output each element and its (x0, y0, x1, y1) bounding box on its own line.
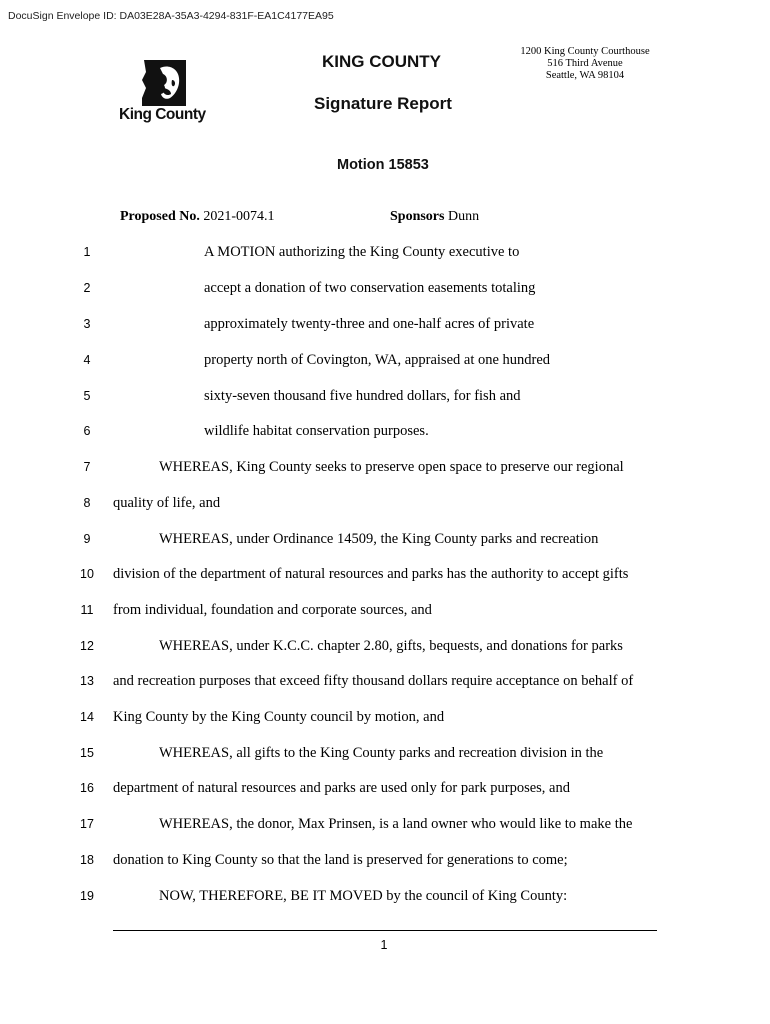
line-number: 2 (83, 281, 91, 295)
address-line: Seattle, WA 98104 (545, 70, 625, 81)
line-number: 18 (80, 853, 94, 867)
footer-rule (113, 930, 657, 931)
line-text: WHEREAS, the donor, Max Prinsen, is a land owner who would like to make the (159, 816, 633, 832)
logo-text: King County (119, 106, 206, 123)
line-text: WHEREAS, King County seeks to preserve open space to preserve our regional (159, 459, 624, 475)
line-text: division of the department of natural resources and parks has the authority to accept gifts (113, 566, 629, 582)
envelope-id: DocuSign Envelope ID: DA03E28A-35A3-4294-831F-EA1C4177EA95 (8, 10, 334, 22)
line-text: WHEREAS, under Ordinance 14509, the King County parks and recreation (159, 531, 599, 547)
sponsors-value: Dunn (447, 209, 480, 224)
line-number: 14 (80, 710, 94, 724)
line-number: 16 (80, 781, 94, 795)
line-text: donation to King County so that the land is preserved for generations to come; (113, 852, 568, 868)
line-text: from individual, foundation and corporate sources, and (113, 602, 432, 618)
line-number: 9 (83, 532, 91, 546)
address-line: 516 Third Avenue (547, 58, 623, 69)
line-number: 17 (80, 817, 94, 831)
line-text: approximately twenty-three and one-half acres of private (204, 316, 535, 332)
line-text: NOW, THEREFORE, BE IT MOVED by the council of King County: (159, 888, 568, 904)
county-title: KING COUNTY (322, 52, 441, 71)
line-number: 13 (80, 674, 94, 688)
page-number: 1 (380, 938, 388, 952)
line-text: King County by the King County council by motion, and (113, 709, 445, 725)
line-text: wildlife habitat conservation purposes. (204, 423, 429, 439)
line-text: accept a donation of two conservation easements totaling (204, 280, 536, 296)
line-number: 11 (80, 603, 94, 617)
line-text: property north of Covington, WA, appraised at one hundred (204, 352, 551, 368)
line-number: 6 (83, 424, 91, 438)
line-text: quality of life, and (113, 495, 221, 511)
address-block (505, 46, 665, 82)
line-text: A MOTION authorizing the King County executive to (204, 244, 520, 260)
line-text: WHEREAS, under K.C.C. chapter 2.80, gifts, bequests, and donations for parks (159, 638, 623, 654)
line-number: 19 (80, 889, 94, 903)
line-number: 3 (83, 317, 91, 331)
report-title: Signature Report (314, 94, 452, 113)
line-text: sixty-seven thousand five hundred dollars, for fish and (204, 388, 521, 404)
line-number: 15 (80, 746, 94, 760)
address-line: 1200 King County Courthouse (520, 46, 650, 57)
proposed-label: Proposed No. (120, 209, 200, 224)
sponsors-label: Sponsors (390, 209, 445, 224)
line-number: 5 (83, 389, 91, 403)
line-number: 4 (83, 353, 91, 367)
line-text: and recreation purposes that exceed fifty thousand dollars require acceptance on behalf of (113, 673, 634, 689)
line-text: WHEREAS, all gifts to the King County parks and recreation division in the (159, 745, 604, 761)
line-number: 8 (83, 496, 91, 510)
sponsors (390, 209, 479, 225)
proposed-number (120, 209, 275, 225)
line-number: 10 (80, 567, 94, 581)
line-number: 7 (83, 460, 91, 474)
line-number: 12 (80, 639, 94, 653)
line-text: department of natural resources and parks are used only for park purposes, and (113, 780, 570, 796)
line-number: 1 (83, 245, 91, 259)
proposed-value: 2021-0074.1 (203, 209, 275, 224)
motion-title: Motion 15853 (337, 157, 429, 173)
